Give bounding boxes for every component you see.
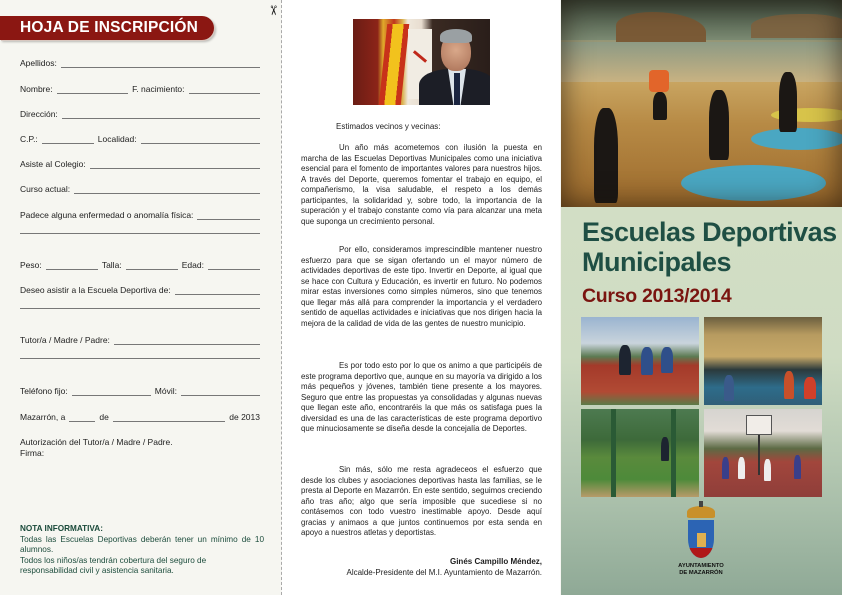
crest-line1: AYUNTAMIENTO	[678, 563, 724, 569]
padel-photo	[581, 409, 699, 497]
mayor-photo	[353, 19, 490, 105]
input-line-nombre[interactable]	[57, 86, 128, 94]
input-line-peso[interactable]	[46, 262, 98, 270]
table-tennis-photo	[704, 317, 822, 405]
input-line-nacimiento[interactable]	[189, 86, 260, 94]
label-direccion: Dirección:	[20, 109, 58, 119]
town-hall-logo-text	[661, 563, 741, 577]
crest-line2: DE MAZARRÓN	[679, 570, 723, 576]
label-telefono: Teléfono fijo:	[20, 386, 68, 396]
input-line-movil[interactable]	[181, 388, 260, 396]
field-colegio	[20, 157, 260, 169]
label-nombre: Nombre:	[20, 84, 53, 94]
input-line-cp[interactable]	[42, 136, 94, 144]
letter-paragraph: Es por todo esto por lo que os animo a que participéis de este programa deportivo que, aunque en su mayoría va dirigido a los más pequeños y jóvenes, también tiene presente a los mayores. Seguro que entre las propuestas ya consolidadas y algunas nuevas que llegan este año, encontraréis la que más os satisfaga pues la diversidad es una de las características de este programa deportivo que minuciosamente se diseña desde la concejalía de Deportes.	[301, 361, 542, 434]
registration-form-panel	[0, 0, 280, 595]
letter-greeting: Estimados vecinos y vecinas:	[336, 122, 441, 131]
input-line-localidad[interactable]	[141, 136, 260, 144]
input-line-escuela-2[interactable]	[20, 308, 260, 309]
input-line-apellidos[interactable]	[61, 60, 260, 68]
info-note-title: NOTA INFORMATIVA:	[20, 524, 103, 533]
input-line-direccion[interactable]	[62, 111, 260, 119]
label-enfermedad: Padece alguna enfermedad o anomalía física:	[20, 210, 194, 220]
field-apellidos	[20, 56, 260, 68]
signature-label: Firma:	[20, 448, 45, 458]
field-telefono	[20, 384, 260, 396]
input-line-edad[interactable]	[208, 262, 260, 270]
athletics-photo	[581, 317, 699, 405]
form-title-banner: HOJA DE INSCRIPCIÓN	[0, 16, 214, 40]
label-peso: Peso:	[20, 260, 42, 270]
field-fecha	[20, 410, 260, 422]
authorization-text: Autorización del Tutor/a / Madre / Padre.	[20, 437, 173, 447]
label-localidad: Localidad:	[97, 134, 137, 144]
letter-paragraph: Un año más acometemos con ilusión la puesta en marcha de las Escuelas Deportivas Municipales como una iniciativa esencial para el fomento de importantes valores para nuestros hijos. A través del Deporte, queremos fomentar el trabajo en equipo, el compañerismo, la visa saludable, el respeto a los demás participantes, la solidaridad y, sobre todo, la importancia de la superación y el trabajo constante como vía para alcanzar una meta que suponga un crecimiento personal.	[301, 143, 542, 226]
input-line-escuela[interactable]	[175, 287, 260, 295]
info-note-line: Todas las Escuelas Deportivas deberán tener un mínimo de 10 alumnos.	[20, 534, 264, 554]
signature-role: Alcalde-Presidente del M.I. Ayuntamiento de Mazarrón.	[346, 568, 542, 577]
field-nombre	[20, 82, 260, 94]
input-line-talla[interactable]	[126, 262, 178, 270]
beach-surf-photo	[561, 0, 842, 207]
input-line-mes[interactable]	[113, 414, 225, 422]
field-peso-talla-edad	[20, 258, 260, 270]
field-enfermedad	[20, 208, 260, 220]
field-escuela	[20, 283, 260, 295]
label-movil: Móvil:	[154, 386, 177, 396]
input-line-enfermedad[interactable]	[197, 212, 260, 220]
info-note-line: Todos los niños/as tendrán cobertura del seguro de responsabilidad civil y asistencia sanitaria.	[20, 555, 207, 575]
scissors-icon: ✂	[265, 5, 281, 16]
letter-paragraph: Sin más, sólo me resta agradeceos el esfuerzo que desde los clubes y asociaciones deportivas hasta las familias, se le presta al Deporte en Mazarrón. En este sentido, seguimos creciendo año tras año; algo que sería imposible que sucediese si no contásemos con todo vuestro inestimable apoyo. Desde aquí gracias y animaos a que juntos continuemos por esta senda en apoyo a nuestros atletas y deportistas.	[301, 465, 542, 538]
input-line-curso[interactable]	[74, 186, 260, 194]
letter-body	[301, 245, 542, 329]
cover-title	[582, 217, 837, 277]
input-line-enfermedad-2[interactable]	[20, 233, 260, 234]
signature-name: Ginés Campillo Méndez,	[449, 557, 542, 566]
label-apellidos: Apellidos:	[20, 58, 57, 68]
label-colegio: Asiste al Colegio:	[20, 159, 86, 169]
input-line-telefono[interactable]	[72, 388, 151, 396]
label-nacimiento: F. nacimiento:	[132, 84, 185, 94]
input-line-tutor[interactable]	[114, 337, 260, 345]
cover-title-line1: Escuelas Deportivas	[582, 217, 837, 247]
letter-body	[301, 143, 542, 227]
cover-subtitle: Curso 2013/2014	[582, 285, 732, 307]
label-escuela: Deseo asistir a la Escuela Deportiva de:	[20, 285, 171, 295]
letter-body	[301, 465, 542, 539]
cover-title-line2: Municipales	[582, 247, 732, 277]
label-de: de	[99, 412, 109, 422]
coat-of-arms-icon	[684, 502, 718, 566]
cover-panel	[561, 0, 842, 595]
input-line-dia[interactable]	[69, 414, 95, 422]
signature	[346, 556, 542, 578]
label-edad: Edad:	[181, 260, 204, 270]
label-cp: C.P.:	[20, 134, 38, 144]
basketball-photo	[704, 409, 822, 497]
label-tutor: Tutor/a / Madre / Padre:	[20, 335, 110, 345]
field-tutor	[20, 333, 260, 345]
info-note	[20, 524, 264, 577]
field-curso	[20, 182, 260, 194]
letter-body	[301, 361, 542, 435]
letter-paragraph: Por ello, consideramos imprescindible mantener nuestro esfuerzo para que se sigan ofertando un el mayor número de actividades deportivas de este tipo. Invertir en Deporte, al igual que se hace con Cultura y Educación, es invertir en futuro. No podemos mirar estas inversiones como simples números, sino que tenemos que llegar más allá para comprender la importancia y el verdadero sentido de aquellas actividades e iniciativas que nos dirigen hacia la mejora de la calidad de vida de las gentes de nuestro municipio.	[301, 245, 542, 328]
field-direccion	[20, 107, 260, 119]
field-cp-localidad	[20, 132, 260, 144]
label-talla: Talla:	[101, 260, 122, 270]
label-anio: de 2013	[229, 412, 260, 422]
letter-panel	[282, 0, 560, 595]
label-lugar: Mazarrón, a	[20, 412, 66, 422]
authorization-block	[20, 437, 173, 459]
label-curso: Curso actual:	[20, 184, 71, 194]
input-line-tutor-2[interactable]	[20, 358, 260, 359]
input-line-colegio[interactable]	[90, 161, 260, 169]
